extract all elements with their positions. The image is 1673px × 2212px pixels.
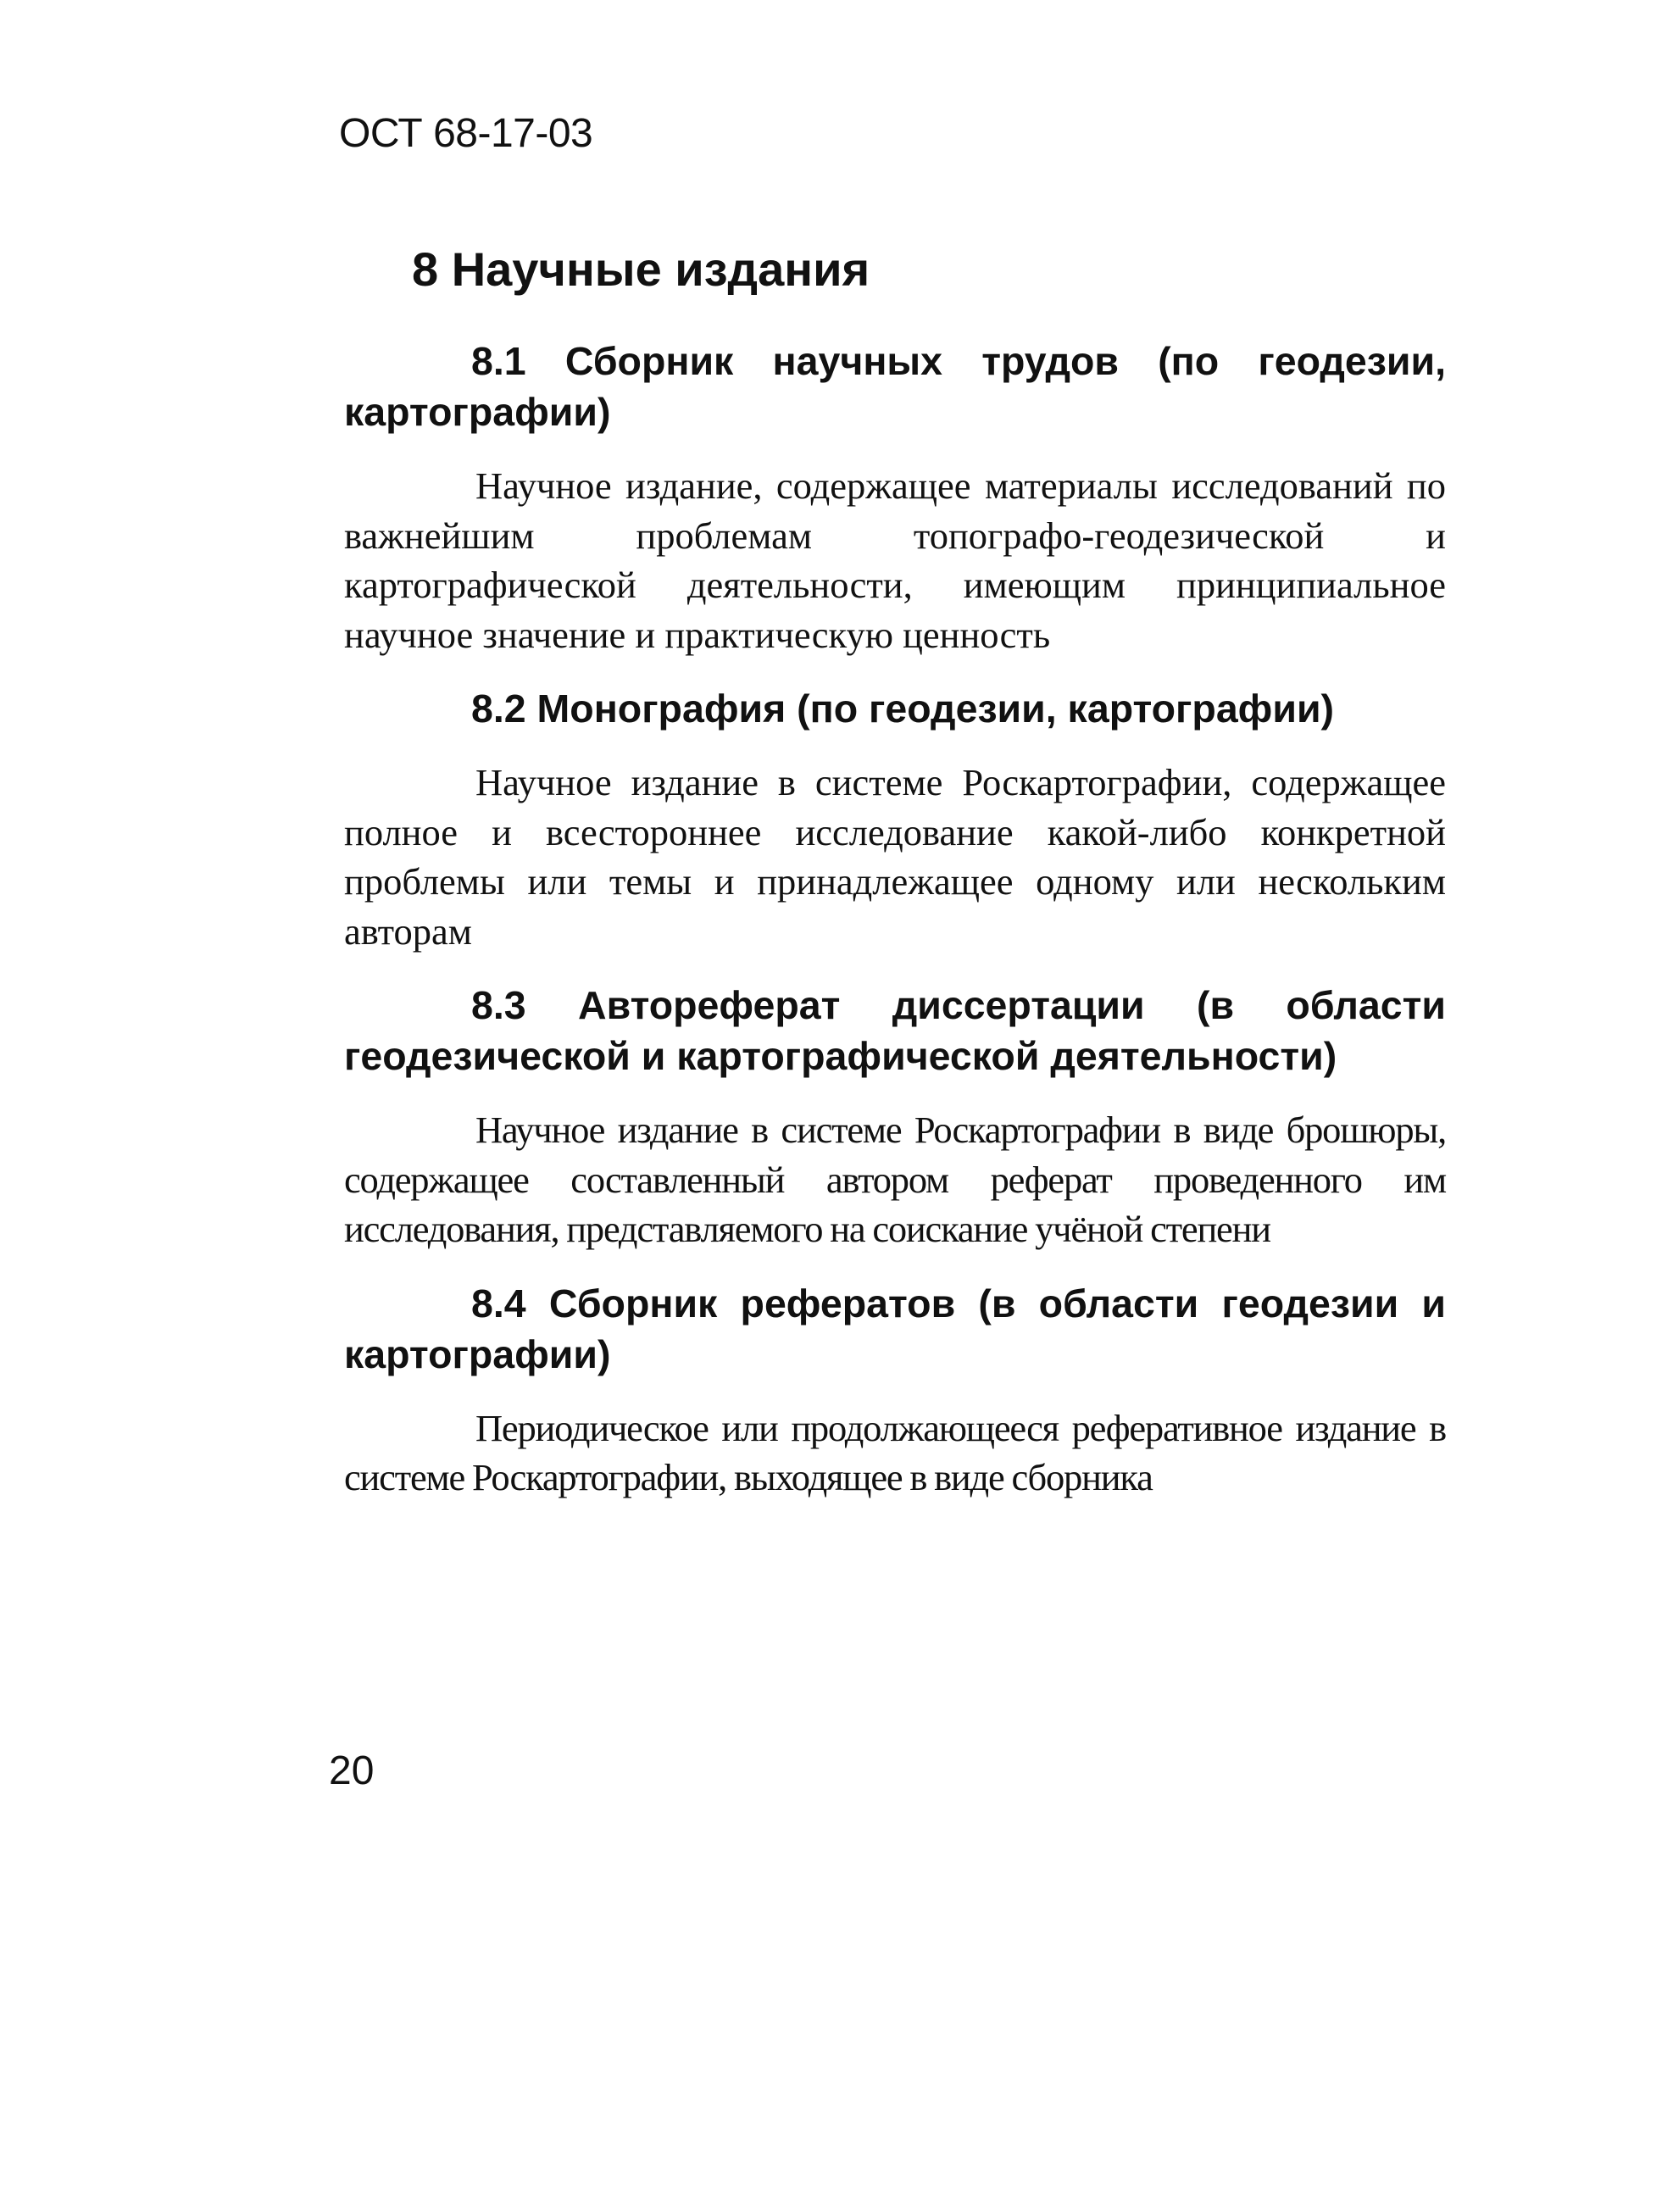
subsection-body: Научное издание в системе Роскартографии в виде брошюры, содержащее составленный автором реферат проведенного им исследования, представляемого на соискание учёной степени	[344, 1109, 1446, 1250]
subsection-body: Научное издание, содержащее материалы исследований по важнейшим проблемам топографо-геодезической и картографической деятельности, имеющим принципиальное научное значение и практическую ценность	[344, 464, 1446, 656]
subsection-title: 8.1 Сборник научных трудов (по геодезии, картографии)	[344, 339, 1446, 434]
subsection-body: Периодическое или продолжающееся реферативное издание в системе Роскартографии, выходящее в виде сборника	[344, 1406, 1446, 1498]
document-code: ОСТ 68-17-03	[339, 111, 593, 156]
section-title: 8 Научные издания	[412, 242, 870, 296]
subsection-8-3	[344, 980, 1446, 1254]
subsection-title: 8.3 Автореферат диссертации (в области геодезической и картографической деятельности)	[344, 983, 1446, 1078]
subsection-title: 8.2 Монография (по геодезии, картографии)	[471, 686, 1335, 731]
subsection-8-4	[344, 1278, 1446, 1503]
subsection-8-1	[344, 336, 1446, 659]
subsection-8-2	[344, 683, 1446, 956]
page-number: 20	[329, 1748, 375, 1793]
subsection-title: 8.4 Сборник рефератов (в области геодезии и картографии)	[344, 1281, 1446, 1376]
subsection-body: Научное издание в системе Роскартографии, содержащее полное и всестороннее исследование какой-либо конкретной проблемы или темы и принадлежащее одному или нескольким авторам	[344, 761, 1446, 953]
page-content	[344, 239, 1446, 1526]
